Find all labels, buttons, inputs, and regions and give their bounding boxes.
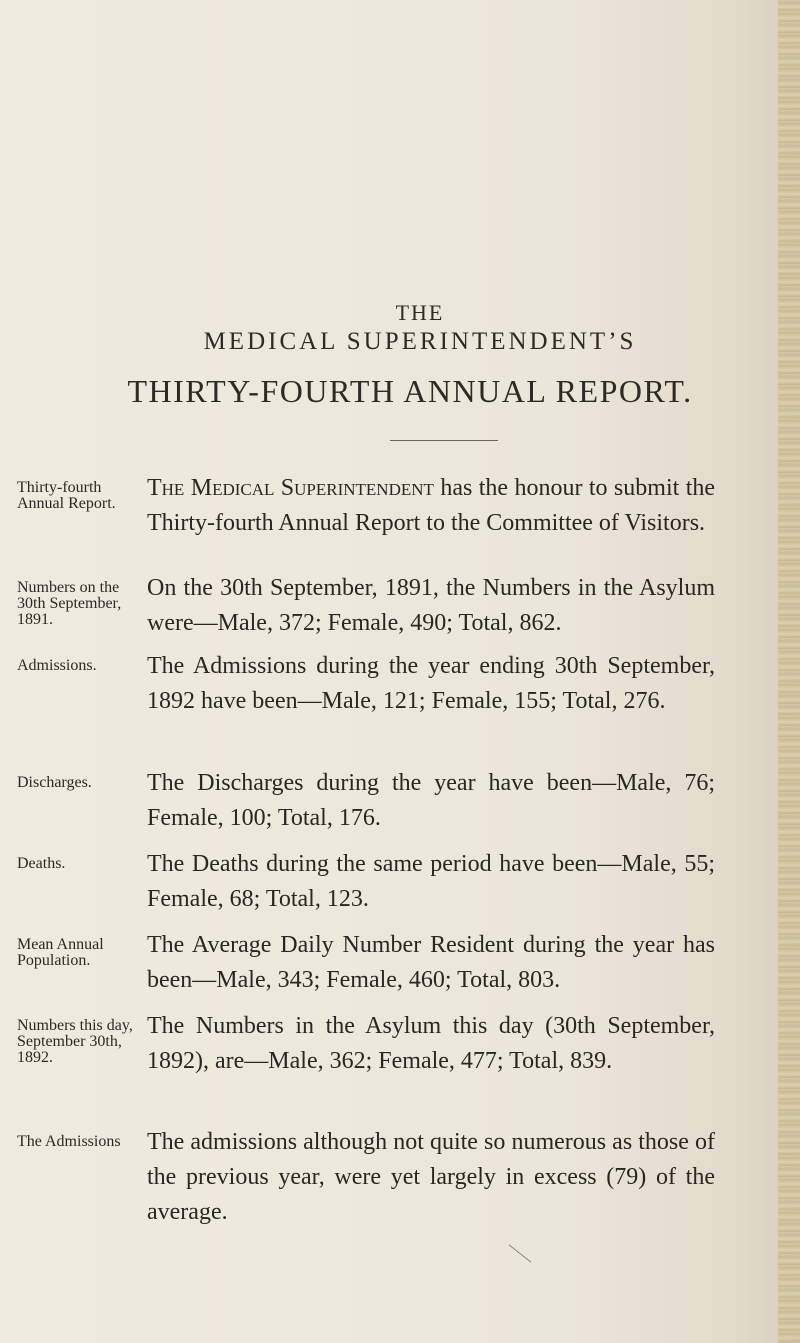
paragraph-mean-population: The Average Daily Number Resident during the year has been—Male, 343; Female, 460; Total, 803. [147, 932, 715, 993]
intro-text: has the honour to submit the Thirty-fourth Annual Report to the Committee of Visitors. [147, 475, 716, 536]
margin-note-annual-report: Thirty-fourth Annual Report. [17, 479, 116, 512]
margin-note-numbers-1892: Numbers this day, September 30th, 1892. [17, 1017, 133, 1066]
paragraph-admissions: The Admissions during the year ending 30th September, 1892 have been—Male, 121; Female, 155; Total, 276. [147, 653, 715, 714]
intro-lead: The Medical Superintendent [147, 475, 434, 501]
title-rule [390, 440, 498, 441]
paragraph-numbers-1891: On the 30th September, 1891, the Numbers in the Asylum were—Male, 372; Female, 490; Total, 862. [147, 575, 715, 636]
margin-note-deaths: Deaths. [17, 855, 66, 872]
paragraph-numbers-1892: The Numbers in the Asylum this day (30th September, 1892), are—Male, 362; Female, 477; Total, 839. [147, 1013, 715, 1074]
margin-note-mean-population: Mean Annual Population. [17, 936, 104, 969]
title-line-1: THE [395, 300, 445, 325]
paragraph-admissions-comment: The admissions although not quite so numerous as those of the previous year, were yet largely in excess (79) of the average. [147, 1129, 715, 1225]
margin-note-discharges: Discharges. [17, 774, 92, 791]
margin-note-the-admissions: The Admissions [17, 1133, 121, 1150]
paragraph-intro [147, 471, 715, 541]
margin-note-numbers-1891: Numbers on the 30th September, 1891. [17, 579, 122, 628]
paragraph-deaths: The Deaths during the same period have been—Male, 55; Female, 68; Total, 123. [147, 851, 715, 912]
title-line-3: THIRTY-FOURTH ANNUAL REPORT. [127, 373, 693, 409]
page-edge [778, 0, 800, 1343]
margin-note-admissions: Admissions. [17, 657, 97, 674]
title-line-2: MEDICAL SUPERINTENDENT’S [203, 328, 637, 355]
paragraph-discharges: The Discharges during the year have been—Male, 76; Female, 100; Total, 176. [147, 770, 715, 831]
